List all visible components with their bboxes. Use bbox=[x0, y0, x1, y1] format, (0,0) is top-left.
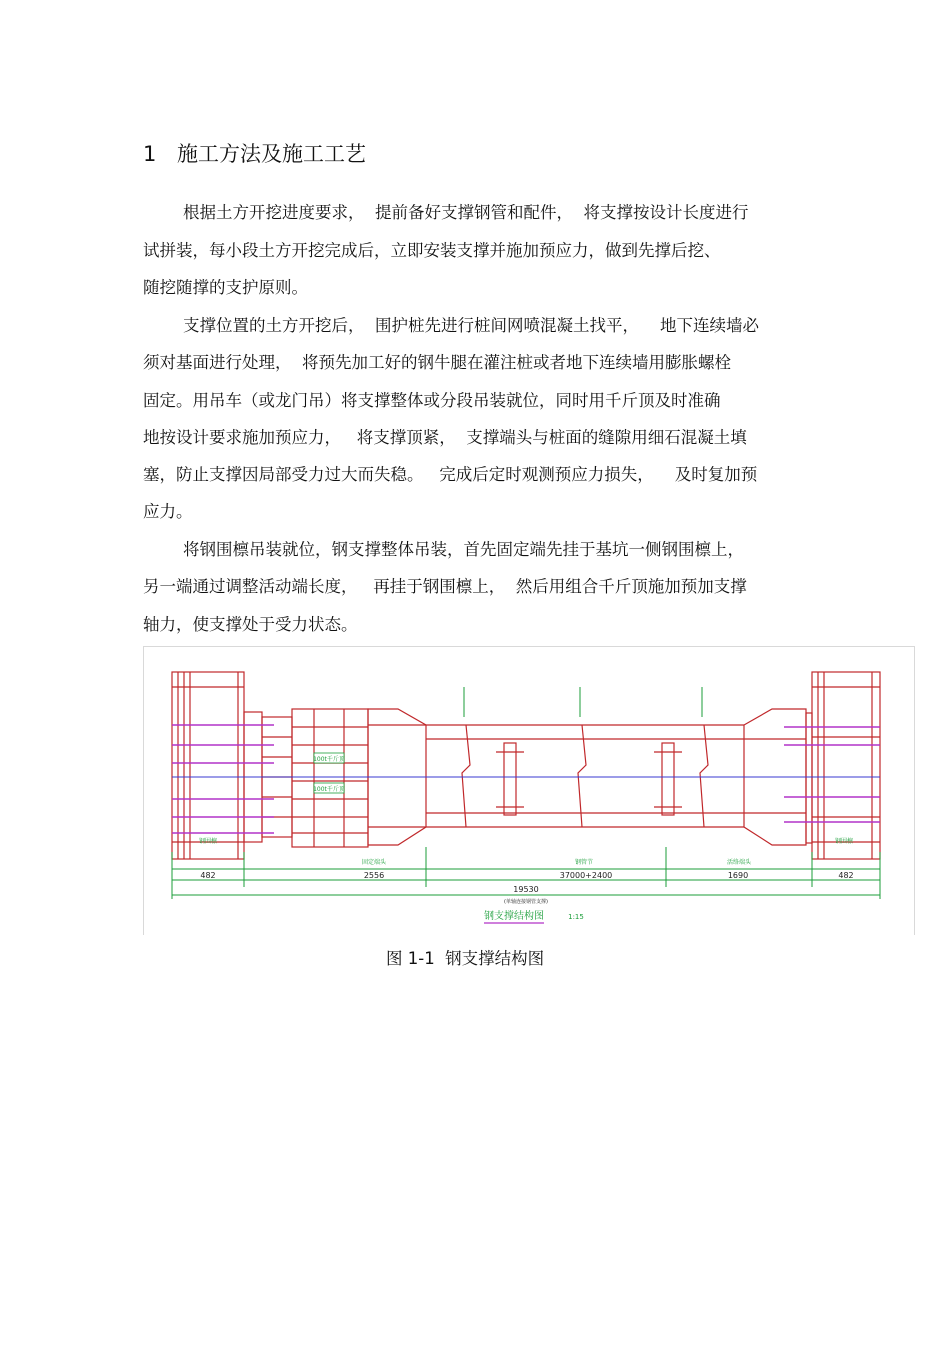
section-title: 施工方法及施工工艺 bbox=[177, 142, 366, 166]
right-wall bbox=[812, 672, 880, 859]
drawing-title: 钢支撑结构图 bbox=[484, 911, 544, 922]
steel-strut-drawing bbox=[143, 646, 915, 935]
paragraph-line: 将钢围檩吊装就位，钢支撑整体吊装，首先固定端先挂于基坑一侧钢围檩上， bbox=[183, 540, 744, 559]
total-dimension: 19530 bbox=[513, 885, 539, 894]
structure-lines bbox=[172, 672, 880, 859]
paragraph-line: 支撑位置的土方开挖后， 围护桩先进行桩间网喷混凝土找平， 地下连续墙必 bbox=[183, 316, 759, 335]
jack-labels bbox=[313, 753, 346, 793]
dimension-values bbox=[200, 871, 853, 905]
paragraph-line: 随挖随撑的支护原则。 bbox=[143, 278, 308, 297]
figure-caption: 图 1-1 钢支撑结构图 bbox=[386, 949, 545, 968]
fixed-end-head bbox=[292, 709, 368, 847]
paragraph-line: 试拼装，每小段土方开挖完成后，立即安装支撑并施加预应力，做到先撑后挖、 bbox=[143, 241, 721, 260]
paragraph-line: 须对基面进行处理， 将预先加工好的钢牛腿在灌注桩或者地下连续墙用膨胀螺栓 bbox=[143, 353, 731, 372]
paragraph-line: 塞，防止支撑因局部受力过大而失稳。 完成后定时观测预应力损失， 及时复加预 bbox=[143, 465, 758, 484]
segment-label: 固定端头 bbox=[361, 859, 387, 866]
drawing-scale: 1:15 bbox=[568, 913, 584, 921]
paragraph-line: 另一端通过调整活动端长度， 再挂于钢围檩上， 然后用组合千斤顶施加预加支撑 bbox=[143, 577, 747, 596]
section-heading bbox=[143, 140, 366, 168]
paragraph-line: 根据土方开挖进度要求， 提前备好支撑钢管和配件， 将支撑按设计长度进行 bbox=[183, 203, 749, 222]
paragraph-line: 固定。用吊车（或龙门吊）将支撑整体或分段吊装就位，同时用千斤顶及时准确 bbox=[143, 391, 721, 410]
jack-label: 100t千斤顶 bbox=[313, 756, 345, 763]
paragraph-line: 应力。 bbox=[143, 502, 193, 521]
left-wall bbox=[172, 672, 244, 859]
left-wall-label: 钢围檩 bbox=[198, 838, 218, 845]
paragraph-line: 轴力，使支撑处于受力状态。 bbox=[143, 615, 358, 634]
section-number: 1 bbox=[143, 142, 157, 166]
dimension-lines bbox=[172, 687, 880, 899]
segment-label: 活络端头 bbox=[726, 859, 752, 866]
total-dimension-note: (单轴连接钢管支撑) bbox=[504, 899, 548, 905]
dimension-value: 482 bbox=[838, 871, 854, 880]
dimension-value: 482 bbox=[200, 871, 216, 880]
dimension-value: 2556 bbox=[363, 871, 385, 880]
segment-label: 钢管节 bbox=[574, 859, 594, 866]
dimension-value: 37000+2400 bbox=[559, 871, 613, 880]
flange-joint bbox=[662, 743, 674, 815]
drawing-svg bbox=[144, 647, 914, 935]
right-wall-label: 钢围檩 bbox=[834, 838, 854, 845]
jack-label: 100t千斤顶 bbox=[313, 786, 345, 793]
segment-labels bbox=[199, 837, 853, 866]
dimension-value: 1690 bbox=[727, 871, 749, 880]
paragraph-line: 地按设计要求施加预应力， 将支撑顶紧， 支撑端头与桩面的缝隙用细石混凝土填 bbox=[143, 428, 747, 447]
flange-joint bbox=[504, 743, 516, 815]
